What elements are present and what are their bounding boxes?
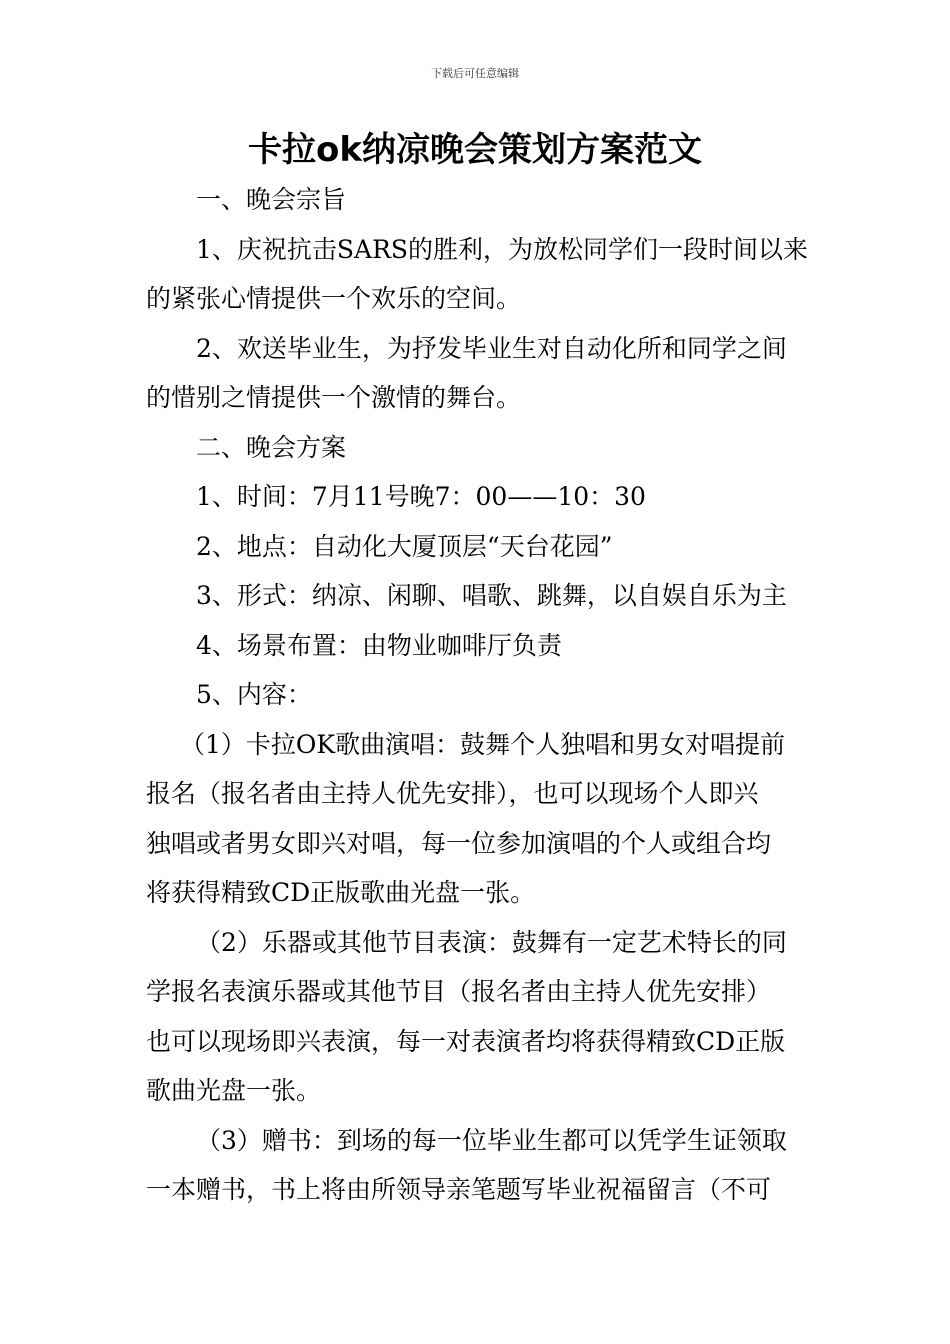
paragraph-line: 的惜别之情提供一个激情的舞台。 bbox=[146, 383, 522, 412]
paragraph-line: 5、内容： bbox=[196, 680, 312, 709]
paragraph-line: 将获得精致CD正版歌曲光盘一张。 bbox=[146, 878, 536, 907]
paragraph-line: 一本赠书，书上将由所领导亲笔题写毕业祝福留言（不可 bbox=[146, 1175, 772, 1204]
paragraph-line: 也可以现场即兴表演，每一对表演者均将获得精致CD正版 bbox=[146, 1026, 786, 1056]
section-heading-purpose: 一、晚会宗旨 bbox=[196, 185, 347, 214]
paragraph-line: 1、时间：7月11号晚7：00——10：30 bbox=[196, 482, 646, 511]
paragraph-line: 4、场景布置：由物业咖啡厅负责 bbox=[196, 630, 562, 660]
paragraph-line: 3、形式：纳凉、闲聊、唱歌、跳舞，以自娱自乐为主 bbox=[196, 581, 787, 610]
paragraph-line: （1）卡拉OK歌曲演唱：鼓舞个人独唱和男女对唱提前 bbox=[180, 729, 786, 759]
paragraph-line: 的紧张心情提供一个欢乐的空间。 bbox=[146, 284, 522, 313]
document-body bbox=[146, 175, 810, 1215]
paragraph-line: （2）乐器或其他节目表演：鼓舞有一定艺术特长的同 bbox=[196, 927, 787, 957]
paragraph-line: （3）赠书：到场的每一位毕业生都可以凭学生证领取 bbox=[196, 1125, 787, 1155]
document-title: 卡拉ok纳凉晚会策划方案范文 bbox=[248, 130, 702, 170]
paragraph-line: 1、庆祝抗击SARS的胜利，为放松同学们一段时间以来 bbox=[196, 234, 809, 264]
paragraph-line: 独唱或者男女即兴对唱，每一位参加演唱的个人或组合均 bbox=[146, 828, 772, 858]
paragraph-line: 歌曲光盘一张。 bbox=[146, 1076, 322, 1105]
header-note: 下载后可任意编辑 bbox=[431, 67, 519, 80]
paragraph-line: 学报名表演乐器或其他节目（报名者由主持人优先安排） bbox=[146, 977, 772, 1006]
paragraph-line: 报名（报名者由主持人优先安排），也可以现场个人即兴 bbox=[146, 779, 759, 808]
paragraph-line: 2、欢送毕业生，为抒发毕业生对自动化所和同学之间 bbox=[196, 333, 787, 363]
paragraph-line: 2、地点：自动化大厦顶层“天台花园” bbox=[196, 531, 613, 561]
section-heading-plan: 二、晚会方案 bbox=[196, 432, 347, 462]
